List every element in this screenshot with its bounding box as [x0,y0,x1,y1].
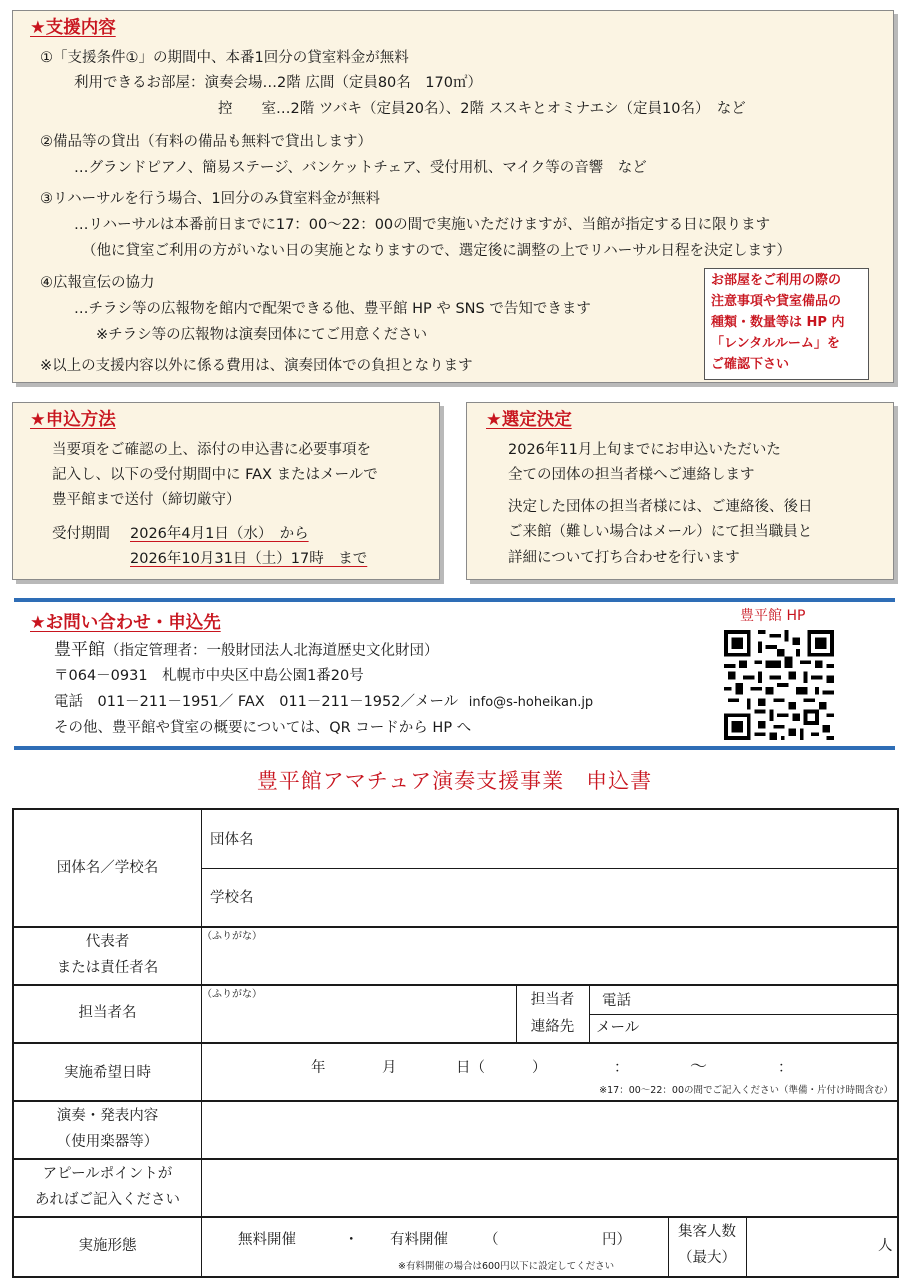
date-note: ※17：00～22：00の間でご記入ください（準備・片付け時間含む） [599,1085,893,1096]
contact-person-label: 担当者名 [78,1005,137,1021]
apply-line: 記入し、以下の受付期間中に FAX またはメールで [52,467,378,483]
appeal-label-cont: あればご記入ください [35,1192,180,1208]
support-item-1: ①「支援条件①」の期間中、本番1回分の貸室料金が無料 [40,50,409,66]
contact-name [54,640,439,661]
apply-line: 豊平館まで送付（締切厳守） [52,492,241,508]
contact-manager: （指定管理者：一般財団法人北海道歴史文化財団） [105,643,439,659]
form-divider [14,1216,899,1218]
apply-heading: ★申込方法 [30,410,116,430]
apply-period-to: 2026年10月31日（土）17時 まで [130,551,368,567]
selection-line: 詳細について打ち合わせを行います [508,550,740,566]
support-item-4-detail: …チラシ等の広報物を館内で配架できる他、豊平館 HP や SNS で告知できます [74,301,591,317]
rental-room-note-line: 注意事項や貸室備品の [711,294,842,309]
free-option[interactable]: 無料開催 [238,1232,296,1248]
contact-info-label-cont: 連絡先 [530,1019,575,1035]
contact-phone [54,692,593,713]
form-title: 豊平館アマチュア演奏支援事業 申込書 [256,769,653,793]
support-footnote: ※以上の支援内容以外に係る費用は、演奏団体での負担となります [40,358,473,374]
audience-field[interactable] [752,1222,872,1272]
format-label: 実施形態 [78,1238,137,1254]
format-separator: ・ [344,1232,359,1248]
date-colon: ： [614,1060,629,1076]
support-item-2: ②備品等の貸出（有料の備品も無料で貸出します） [40,134,372,150]
qr-code-icon[interactable] [722,630,836,740]
support-heading: ★支援内容 [30,18,116,38]
mail-field[interactable] [644,1016,894,1040]
support-item-3-detail-cont: （他に貸室ご利用の方がいない日の実施となりますので、選定後に調整の上でリハーサル日程を決定します） [82,243,792,259]
application-form [12,808,899,1278]
contact-heading: ★お問い合わせ・申込先 [30,613,221,633]
support-item-1-rooms: 利用できるお部屋：演奏会場…2階 広間（定員80名 170㎡） [74,75,482,91]
contact-info-label: 担当者 [530,992,575,1008]
contact-phone-fax: 電話 011－211－1951／ FAX 011－211－1952／メール [54,694,459,710]
rental-room-note-line: ご確認下さい [711,357,790,372]
contact-qr-line: その他、豊平館や貸室の概要については、QR コードから HP へ [54,720,472,736]
phone-label: 電話 [602,993,631,1009]
selection-line: 2026年11月上旬までにお申込いただいた [508,442,781,458]
rental-room-note-line: 種類・数量等は HP 内 [711,315,845,330]
form-divider [14,1100,899,1102]
audience-unit: 人 [878,1238,893,1254]
price-paren-open: （ [484,1232,499,1248]
rep-label-cont: または責任者名 [56,960,159,976]
org-name-label: 団体名 [210,832,254,848]
price-yen: 円） [602,1232,631,1248]
paid-note: ※有料開催の場合は600円以下に設定してください [398,1261,615,1272]
school-name-label: 学校名 [210,890,254,906]
audience-label: 集客人数 [678,1224,736,1240]
selection-heading: ★選定決定 [486,410,572,430]
rep-furigana: （ふりがな） [202,931,262,942]
phone-field[interactable] [644,988,894,1012]
perf-field[interactable] [206,1104,894,1154]
appeal-field[interactable] [206,1162,894,1212]
form-divider [14,1158,899,1160]
org-name-field[interactable] [274,816,894,864]
contact-address: 〒064－0931 札幌市中央区中島公園1番20号 [54,668,364,684]
rental-room-note-line: お部屋をご利用の際の [711,273,842,288]
support-item-1-rooms-cont: 控 室…2階 ツバキ（定員20名）、2階 ススキとオミナエシ（定員10名） など [218,101,746,117]
audience-label-cont: （最大） [678,1250,736,1266]
form-divider [14,1042,899,1044]
perf-label-cont: （使用楽器等） [56,1134,159,1150]
date-paren-close: ） [532,1060,547,1076]
form-divider [14,984,899,986]
apply-period-from: 2026年4月1日（水） から [130,526,309,542]
support-item-2-detail: …グランドピアノ、簡易ステージ、バンケットチェア、受付用机、マイク等の音響 など [74,160,647,176]
appeal-label: アピールポイントが [42,1166,173,1182]
rep-label: 代表者 [85,934,130,950]
form-divider [589,1014,899,1015]
paid-option[interactable]: 有料開催 [390,1232,448,1248]
contact-bottom-rule [14,746,895,750]
contact-top-rule [14,598,895,602]
contact-person-field[interactable] [206,1004,506,1038]
contact-email[interactable]: info@s-hoheikan.jp [468,695,594,710]
form-divider [746,1217,747,1276]
apply-period-label: 受付期間 [52,526,110,542]
form-divider [202,868,899,869]
support-item-4: ④広報宣伝の協力 [40,275,155,291]
rental-room-note-line: 「レンタルルーム」を [711,336,840,351]
support-item-3: ③リハーサルを行う場合、1回分のみ貸室料金が無料 [40,191,381,207]
school-name-field[interactable] [274,874,894,922]
rental-room-note [704,268,869,380]
perf-label: 演奏・発表内容 [56,1108,159,1124]
qr-label: 豊平館 HP [740,608,806,624]
support-item-3-detail: …リハーサルは本番前日までに17：00～22：00の間で実施いただけますが、当館が指定する日に限ります [74,217,771,233]
selection-line: ご来館（難しい場合はメール）にて担当職員と [508,524,813,540]
date-colon: ： [778,1060,793,1076]
contact-furigana: （ふりがな） [202,989,262,1000]
date-day: 日（ [456,1060,485,1076]
contact-org-name: 豊平館 [54,640,105,660]
form-divider [14,926,899,928]
org-label: 団体名／学校名 [56,860,159,876]
date-tilde: ～ [690,1057,707,1077]
price-field[interactable] [504,1226,600,1252]
selection-line: 全ての団体の担当者様へご連絡します [508,467,755,483]
rep-name-field[interactable] [206,946,894,980]
mail-label: メール [596,1020,640,1036]
date-label: 実施希望日時 [64,1065,151,1081]
date-year: 年 [311,1060,326,1076]
selection-line: 決定した団体の担当者様には、ご連絡後、後日 [508,499,813,515]
support-item-4-note: ※チラシ等の広報物は演奏団体にてご用意ください [96,327,428,343]
apply-line: 当要項をご確認の上、添付の申込書に必要事項を [52,442,371,458]
date-month: 月 [382,1060,397,1076]
